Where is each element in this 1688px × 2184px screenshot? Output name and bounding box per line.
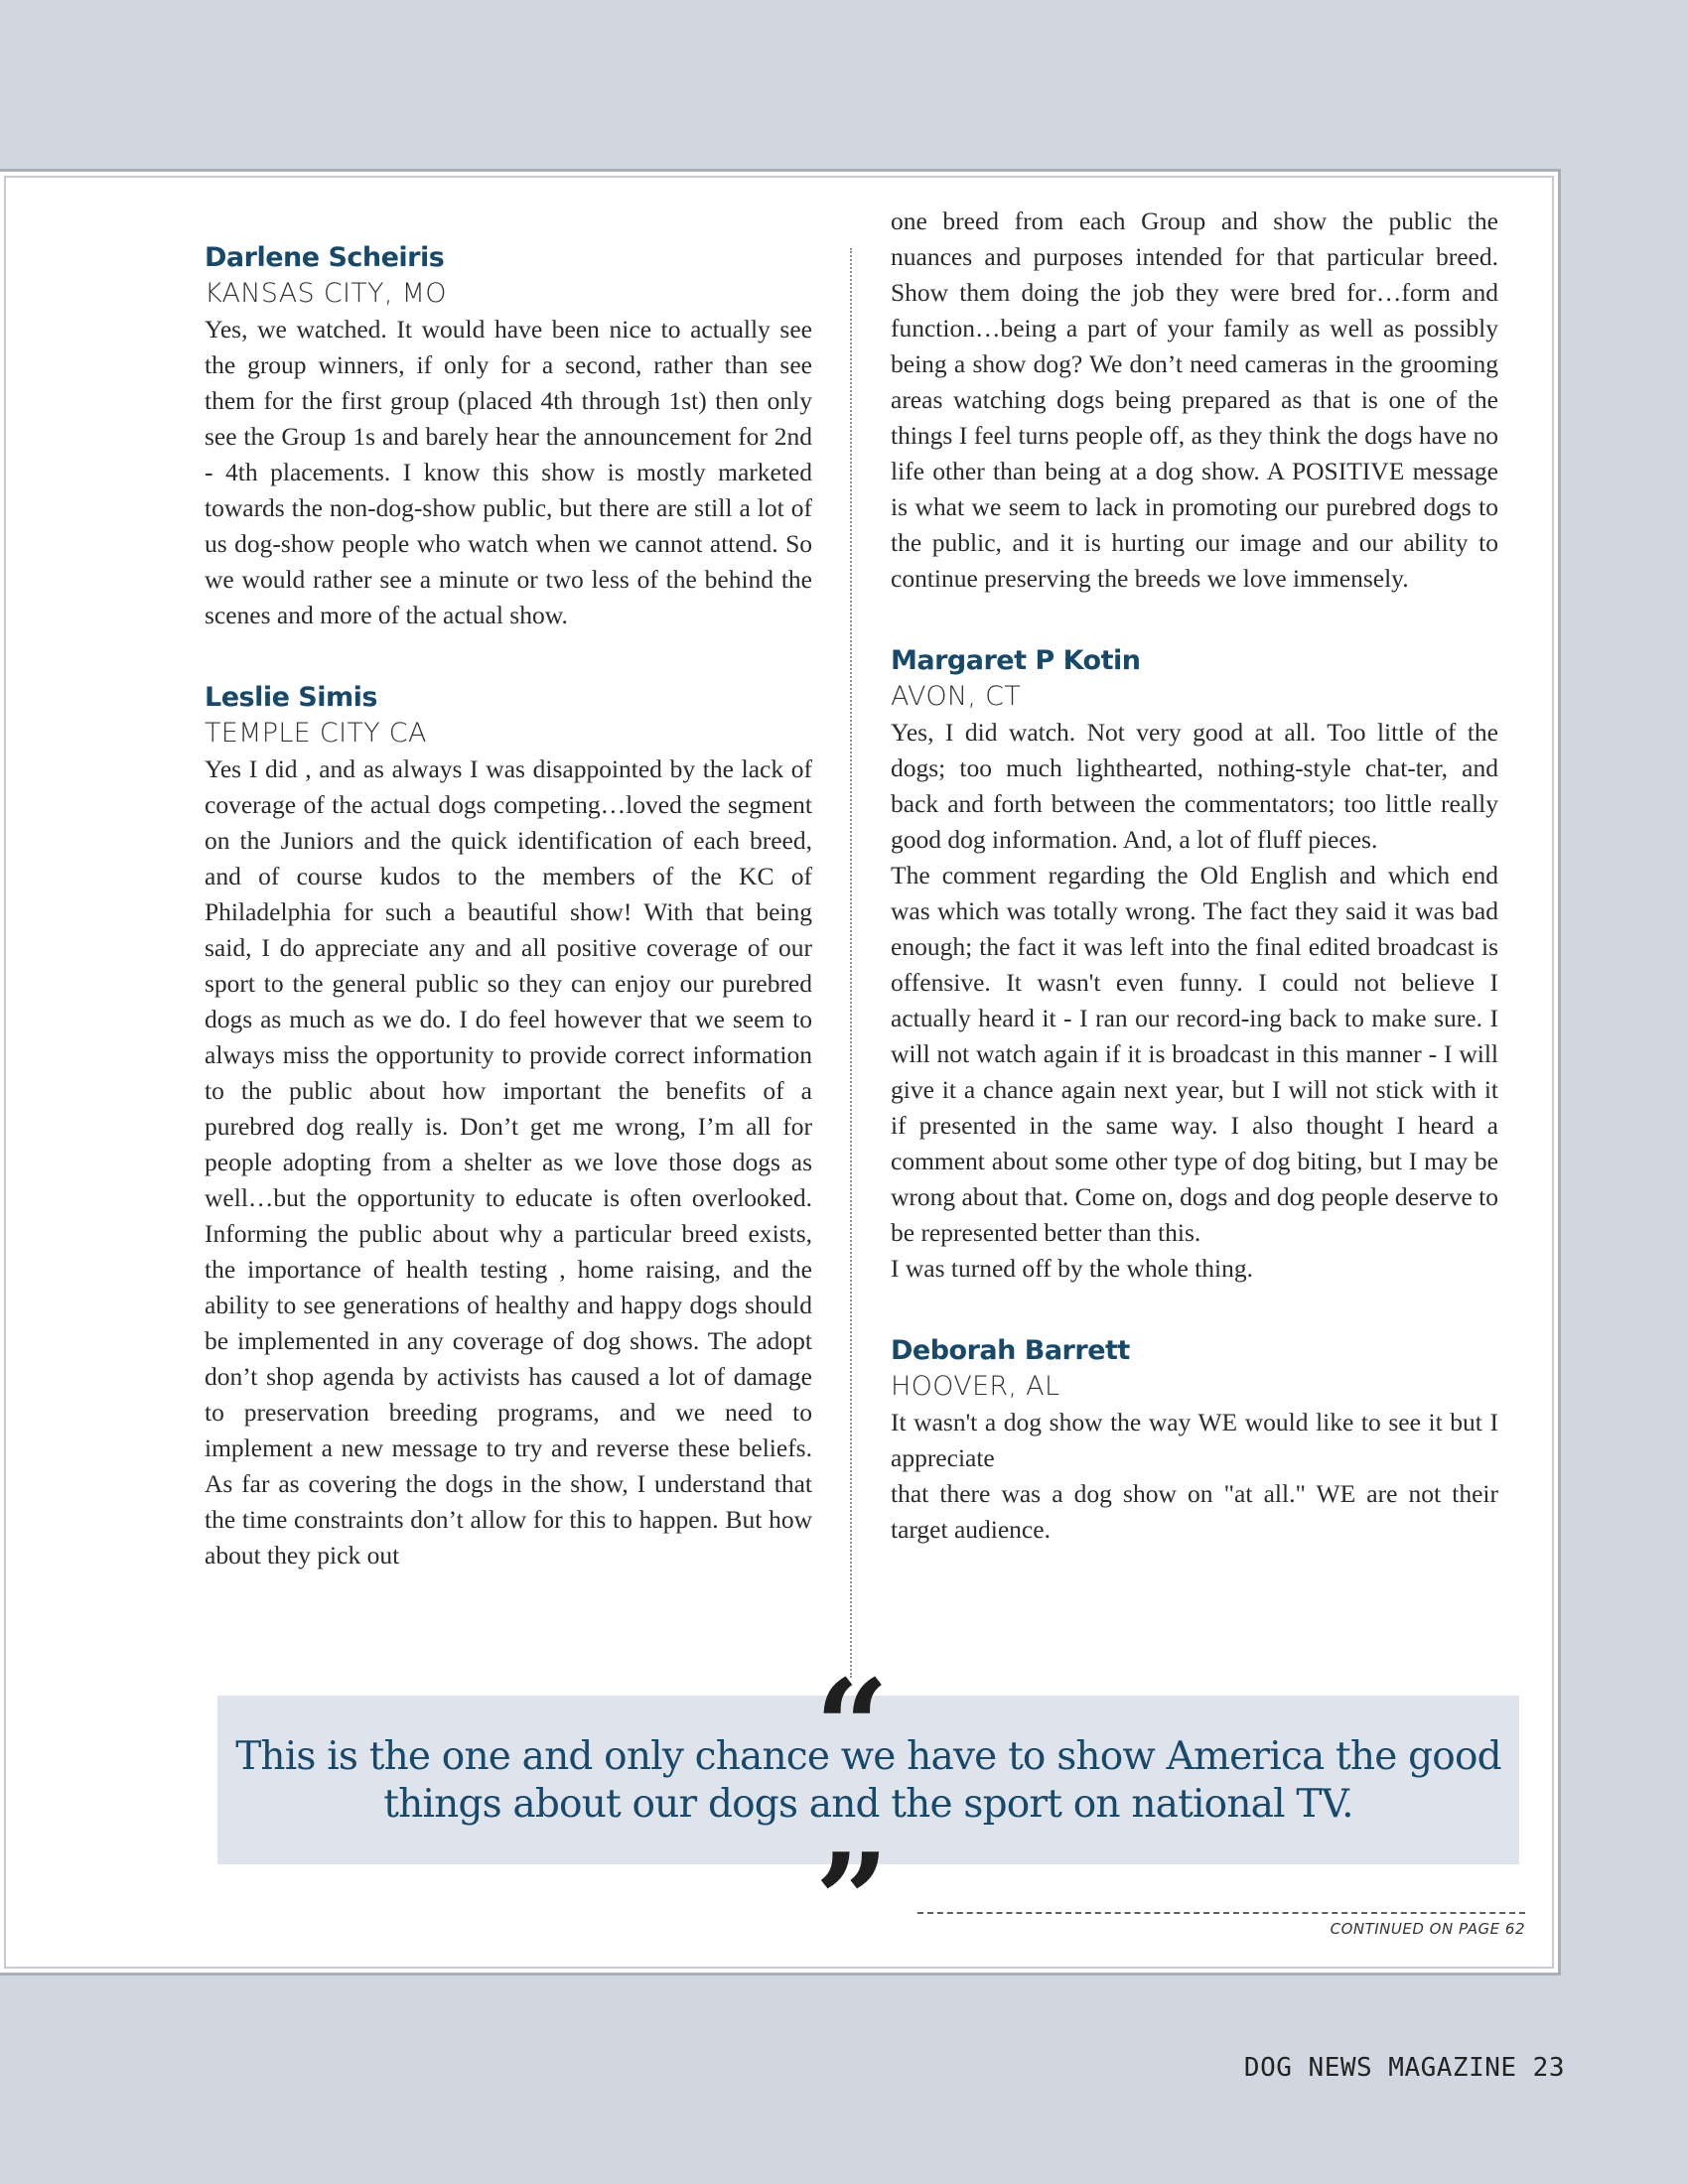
response-entry <box>205 240 812 633</box>
respondent-location: TEMPLE CITY CA <box>205 718 427 749</box>
response-text: It wasn't a dog show the way WE would like to see it but I appreciate <box>891 1408 1498 1472</box>
response-continuation <box>891 204 1498 597</box>
response-text: The comment regarding the Old English and which end was which was totally wrong. The fact they said it was bad enough; the fact it was left into the final edited broadcast is offensive. It wasn't even funny. I could not believe I actually heard it - I ran our record-ing back to make sure. I will not watch again if it is broadcast in this manner - I will give it a chance again next year, but I will not stick with it if presented in the same way. I also thought I heard a comment about some other type of dog biting, but I may be wrong about that. Come on, dogs and dog people deserve to be represented better than this. <box>891 861 1498 1247</box>
response-entry <box>891 643 1498 1287</box>
open-quote-icon: “ <box>814 1651 890 1803</box>
respondent-name: Margaret P Kotin <box>891 645 1141 676</box>
pull-quote-text: This is the one and only chance we have to show America the good things about our dogs and the sport on national TV. <box>235 1734 1501 1827</box>
response-text: that there was a dog show on "at all." WE are not their target audience. <box>891 1479 1498 1544</box>
response-text: Yes, I did watch. Not very good at all. Too little of the dogs; too much lighthearted, nothing-style chat-ter, and back and forth between the commentators; too little really good dog information. And, a lot of fluff pieces. <box>891 718 1498 854</box>
respondent-name: Darlene Scheiris <box>205 242 445 273</box>
response-text: one breed from each Group and show the public the nuances and purposes intended for that particular breed. Show them doing the job they were bred for…form and function…being a part of your family as well as possibly being a show dog? We don’t need cameras in the grooming areas watching dogs being prepared as that is one of the things I feel turns people off, as they think the dogs have no life other than being at a dog show. A POSITIVE message is what we seem to lack in promoting our purebred dogs to the public, and it is hurting our image and our ability to continue preserving the breeds we love immensely. <box>891 206 1498 593</box>
response-entry <box>891 1333 1498 1548</box>
respondent-name: Deborah Barrett <box>891 1335 1130 1366</box>
response-text: I was turned off by the whole thing. <box>891 1254 1253 1283</box>
respondent-location: KANSAS CITY, MO <box>205 278 447 309</box>
close-quote-icon: ” <box>814 1825 890 1977</box>
respondent-name: Leslie Simis <box>205 682 377 713</box>
respondent-location: AVON, CT <box>891 681 1022 712</box>
response-entry <box>205 680 812 1573</box>
left-column <box>205 240 812 1620</box>
continued-divider <box>917 1912 1525 1914</box>
response-text: Yes I did , and as always I was disappointed by the lack of coverage of the actual dogs competing…loved the segment on the Juniors and the quick identification of each breed, and of course kudos to the members of the KC of Philadelphia for such a beautiful show! With that being said, I do appreciate any and all positive coverage of our sport to the general public so they can enjoy our purebred dogs as much as we do. I do feel however that we seem to always miss the opportunity to provide correct information to the public about how important the benefits of a purebred dog really is. Don’t get me wrong, I’m all for people adopting from a shelter as we love those dogs as well…but the opportunity to educate is often overlooked. Informing the public about why a particular breed exists, the importance of health testing , home raising, and the ability to see generations of healthy and happy dogs should be implemented in any coverage of dog shows. The adopt don’t shop agenda by activists has caused a lot of damage to preservation breeding programs, and we need to implement a new message to try and reverse these beliefs. As far as covering the dogs in the show, I understand that the time constraints don’t allow for this to happen. But how about they pick out <box>205 754 812 1570</box>
right-column <box>891 204 1498 1594</box>
continued-note: CONTINUED ON PAGE 62 <box>1330 1920 1525 1938</box>
column-divider <box>850 248 852 1678</box>
respondent-location: HOOVER, AL <box>891 1371 1060 1402</box>
response-text: Yes, we watched. It would have been nice to actually see the group winners, if only for a second, rather than see them for the first group (placed 4th through 1st) then only see the Group 1s and barely hear the announcement for 2nd - 4th placements. I know this show is mostly marketed towards the non-dog-show public, but there are still a lot of us dog-show people who watch when we cannot attend. So we would rather see a minute or two less of the behind the scenes and more of the actual show. <box>205 315 812 629</box>
page-footer: DOG NEWS MAGAZINE 23 <box>1243 2053 1565 2083</box>
